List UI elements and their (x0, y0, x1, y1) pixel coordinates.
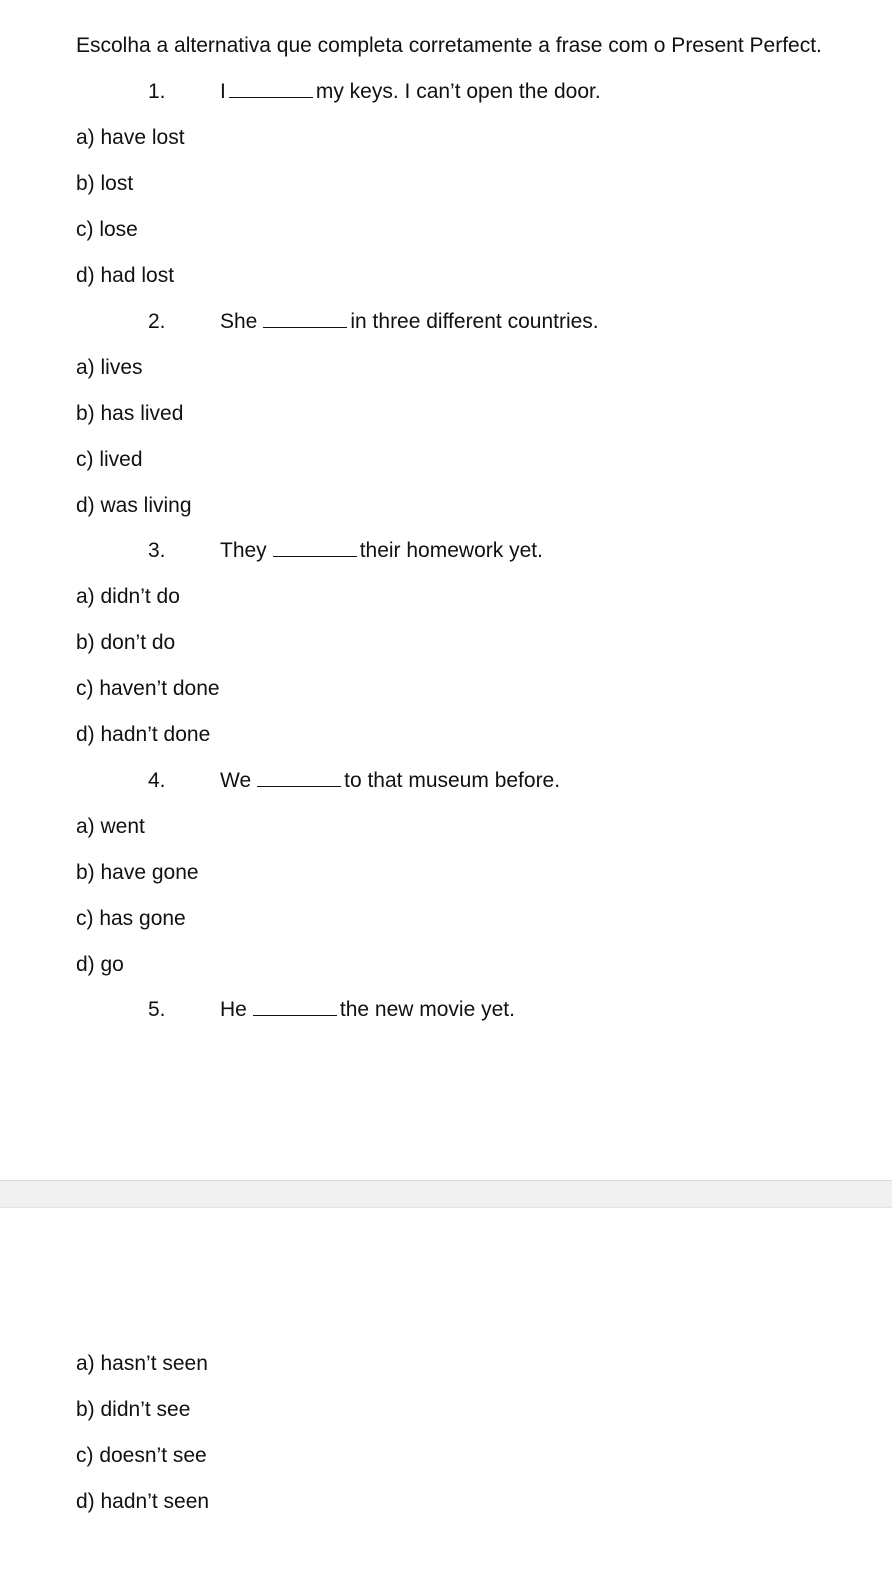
question-2-option-a: a) lives (76, 356, 143, 379)
question-1-after: my keys. I can’t open the door. (315, 80, 601, 103)
question-4-before: We (220, 769, 252, 792)
question-2-before: She (220, 310, 258, 333)
question-3-option-c: c) haven’t done (76, 677, 220, 700)
question-5-blank (253, 997, 337, 1016)
question-3-after: their homework yet. (359, 539, 543, 562)
question-5-option-c: c) doesn’t see (76, 1444, 207, 1467)
question-2-option-d: d) was living (76, 494, 192, 517)
question-2-sentence (220, 309, 599, 335)
question-2-option-c: c) lived (76, 448, 143, 471)
question-4-sentence (220, 768, 560, 794)
question-2-option-b: b) has lived (76, 402, 184, 425)
question-3-option-d: d) hadn’t done (76, 723, 211, 746)
question-3-before: They (220, 539, 267, 562)
question-1-option-d: d) had lost (76, 264, 175, 287)
question-2-after: in three different countries. (350, 310, 599, 333)
question-1-option-a: a) have lost (76, 126, 185, 149)
instruction-text: Escolha a alternativa que completa corretamente a frase com o Present Perfect. (76, 34, 822, 57)
question-5-option-a: a) hasn’t seen (76, 1352, 208, 1375)
question-5-number: 5. (148, 998, 166, 1021)
question-2-number: 2. (148, 310, 166, 333)
question-5-after: the new movie yet. (339, 998, 515, 1021)
question-1-number: 1. (148, 80, 166, 103)
question-4-blank (257, 768, 341, 787)
question-3-blank (273, 538, 357, 557)
question-2-blank (263, 309, 347, 328)
question-3-sentence (220, 538, 543, 564)
document-page-2 (0, 1208, 892, 1572)
question-1-option-c: c) lose (76, 218, 138, 241)
question-4-after: to that museum before. (344, 769, 561, 792)
question-4-option-c: c) has gone (76, 907, 186, 930)
question-4-option-d: d) go (76, 953, 124, 976)
question-4-option-b: b) have gone (76, 861, 199, 884)
question-4-number: 4. (148, 769, 166, 792)
question-4-option-a: a) went (76, 815, 145, 838)
question-5-option-d: d) hadn’t seen (76, 1490, 210, 1513)
question-5-sentence (220, 997, 515, 1023)
question-1-sentence (220, 79, 601, 105)
question-5-option-b: b) didn’t see (76, 1398, 191, 1421)
question-1-option-b: b) lost (76, 172, 134, 195)
question-3-option-b: b) don’t do (76, 631, 176, 654)
question-3-option-a: a) didn’t do (76, 585, 180, 608)
question-1-blank (229, 79, 313, 98)
question-5-before: He (220, 998, 247, 1021)
page-break (0, 1180, 892, 1208)
question-3-number: 3. (148, 539, 166, 562)
question-1-before: I (220, 80, 226, 103)
